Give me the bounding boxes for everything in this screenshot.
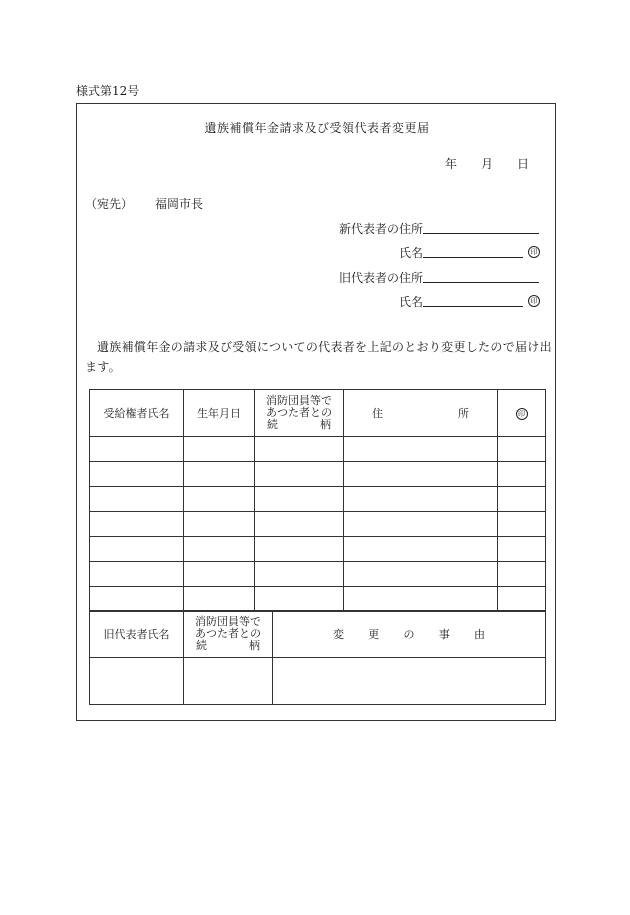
- cell-relationship[interactable]: [255, 562, 344, 587]
- new-rep-seal-icon: 印: [528, 246, 540, 258]
- header-relationship-line3: [255, 419, 343, 431]
- header-relationship-char1: 続: [267, 418, 278, 431]
- old-rep-name-label: 氏名: [399, 295, 424, 309]
- cell-seal[interactable]: [498, 462, 546, 487]
- table-row: [90, 562, 546, 587]
- header-change-relationship-line1: 消防団員等で: [195, 615, 261, 628]
- header-beneficiary-name: 受給権者氏名: [90, 390, 184, 437]
- cell-name[interactable]: [90, 587, 184, 612]
- cell-birth[interactable]: [184, 512, 255, 537]
- cell-birth[interactable]: [184, 587, 255, 612]
- new-rep-name-label: 氏名: [399, 246, 424, 260]
- cell-name[interactable]: [90, 537, 184, 562]
- cell-relationship[interactable]: [255, 587, 344, 612]
- header-old-rep-name: 旧代表者氏名: [90, 611, 184, 658]
- header-address: [344, 390, 498, 437]
- old-rep-seal-icon: 印: [528, 295, 540, 307]
- header-change-reason: [273, 611, 546, 658]
- cell-name[interactable]: [90, 562, 184, 587]
- cell-seal[interactable]: [498, 437, 546, 462]
- table-row: [90, 512, 546, 537]
- table-row: [90, 437, 546, 462]
- cell-old-rep-name[interactable]: [90, 658, 184, 705]
- header-relationship-line1: 消防団員等で: [266, 394, 332, 407]
- cell-seal[interactable]: [498, 487, 546, 512]
- date-month[interactable]: 月: [481, 157, 494, 171]
- cell-seal[interactable]: [498, 512, 546, 537]
- header-change-relationship-char1: 続: [196, 639, 207, 652]
- cell-address[interactable]: [344, 487, 498, 512]
- header-relationship: [255, 390, 344, 437]
- addressee-prefix: （宛先）: [85, 197, 134, 211]
- cell-relationship[interactable]: [255, 537, 344, 562]
- cell-address[interactable]: [344, 562, 498, 587]
- cell-relationship[interactable]: [255, 487, 344, 512]
- cell-name[interactable]: [90, 512, 184, 537]
- cell-address[interactable]: [344, 512, 498, 537]
- header-relationship-line2: あつた者との: [266, 406, 332, 419]
- header-reason-char2: 更: [368, 628, 380, 641]
- table-row: [90, 658, 546, 705]
- cell-seal[interactable]: [498, 587, 546, 612]
- header-seal-icon: 印: [516, 408, 528, 420]
- change-table: [89, 610, 546, 705]
- cell-relationship[interactable]: [255, 437, 344, 462]
- header-reason-char5: 由: [474, 628, 485, 641]
- old-rep-address-field[interactable]: [423, 282, 539, 283]
- cell-relationship[interactable]: [255, 462, 344, 487]
- header-reason-char4: 事: [438, 628, 450, 641]
- cell-birth[interactable]: [184, 462, 255, 487]
- cell-seal[interactable]: [498, 562, 546, 587]
- date-year[interactable]: 年: [445, 157, 458, 171]
- header-address-char2: 所: [458, 407, 469, 420]
- cell-address[interactable]: [344, 462, 498, 487]
- new-rep-name-field[interactable]: [423, 257, 523, 258]
- table-row: [90, 462, 546, 487]
- header-birth-date: 生年月日: [184, 390, 255, 437]
- header-change-relationship: [184, 611, 273, 658]
- statement-text: 遺族補償年金の請求及び受領についての代表者を上記のとおり変更したので届け出ます。: [85, 340, 552, 374]
- cell-birth[interactable]: [184, 537, 255, 562]
- header-relationship-char2: 柄: [320, 418, 331, 431]
- old-rep-address-label: 旧代表者の住所: [339, 271, 424, 285]
- change-header-row: [90, 611, 546, 658]
- cell-relationship[interactable]: [255, 512, 344, 537]
- cell-name[interactable]: [90, 462, 184, 487]
- cell-address[interactable]: [344, 587, 498, 612]
- cell-change-relationship[interactable]: [184, 658, 273, 705]
- table-row: [90, 537, 546, 562]
- form-frame: [76, 103, 556, 721]
- cell-name[interactable]: [90, 487, 184, 512]
- cell-address[interactable]: [344, 437, 498, 462]
- header-seal: [498, 390, 546, 437]
- table-row: [90, 587, 546, 612]
- new-rep-address-label: 新代表者の住所: [339, 222, 424, 236]
- cell-change-reason[interactable]: [273, 658, 546, 705]
- cell-birth[interactable]: [184, 437, 255, 462]
- cell-seal[interactable]: [498, 537, 546, 562]
- date-day[interactable]: 日: [517, 157, 530, 171]
- header-change-relationship-line3: [184, 640, 272, 652]
- header-reason-char1: 変: [333, 628, 344, 641]
- header-change-relationship-line2: あつた者との: [195, 627, 261, 640]
- form-number: 様式第12号: [76, 84, 140, 98]
- cell-name[interactable]: [90, 437, 184, 462]
- cell-birth[interactable]: [184, 562, 255, 587]
- new-rep-address-field[interactable]: [423, 233, 539, 234]
- cell-birth[interactable]: [184, 487, 255, 512]
- form-title: 遺族補償年金請求及び受領代表者変更届: [204, 121, 430, 135]
- old-rep-name-field[interactable]: [423, 306, 523, 307]
- beneficiary-header-row: [90, 390, 546, 437]
- cell-address[interactable]: [344, 537, 498, 562]
- addressee-name: 福岡市長: [155, 197, 204, 211]
- table-row: [90, 487, 546, 512]
- header-address-char1: 住: [372, 407, 383, 420]
- header-reason-char3: の: [403, 628, 415, 641]
- header-change-relationship-char2: 柄: [249, 639, 260, 652]
- beneficiary-table: [89, 389, 546, 612]
